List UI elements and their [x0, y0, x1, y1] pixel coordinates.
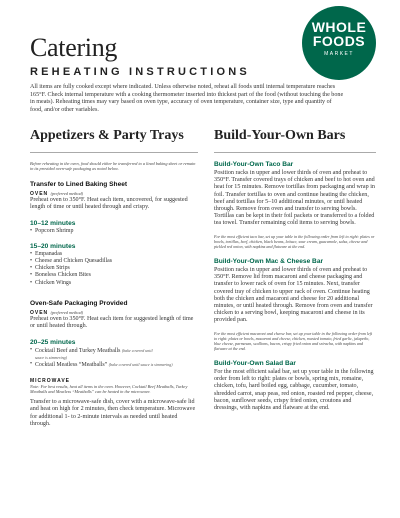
page-subtitle: REHEATING INSTRUCTIONS: [30, 66, 250, 78]
microwave-label: MICROWAVE: [30, 378, 71, 385]
list-item: • Chicken Strips: [30, 265, 198, 272]
item-note-continued: sauce is simmering): [35, 354, 67, 360]
packaging-heading: Oven-Safe Packaging Provided: [30, 299, 128, 307]
list-20-25-b: [30, 361, 198, 369]
list-item: • Empanadas: [30, 251, 198, 258]
oven-preferred-note: (preferred method): [50, 309, 84, 315]
appetizers-note: Before reheating in the oven, food should either be transferred to a lined baking sheet or remain in its provided oven-safe packaging as noted below.: [30, 161, 196, 172]
item-note: (bake covered until: [121, 347, 153, 353]
bars-title: Build-Your-Own Bars: [214, 128, 376, 153]
mac-bar-heading: Build-Your-Own Mac & Cheese Bar: [214, 257, 324, 265]
list-item: • Cheese and Chicken Quesadillas: [30, 258, 198, 265]
logo-line-3: MARKET: [324, 51, 354, 57]
packaging-text: Preheat oven to 350°F. Heat each item for suggested length of time or until heated through.: [30, 315, 194, 330]
microwave-note: Note: For best results, heat all items in the oven. However, Cocktail Beef Meatballs, Turkey Meatballs and Meatless “Meatballs” can be heated in the microwave.: [30, 384, 188, 395]
time-heading-10-12: 10–12 minutes: [30, 219, 76, 227]
time-heading-15-20: 15–20 minutes: [30, 242, 76, 250]
bars-column: [214, 128, 376, 412]
baking-sheet-heading: Transfer to Lined Baking Sheet: [30, 180, 128, 188]
item-note: (bake covered until sauce is simmering): [108, 361, 173, 367]
taco-bar-heading: Build-Your-Own Taco Bar: [214, 161, 294, 168]
time-heading-20-25: 20–25 minutes: [30, 338, 76, 346]
oven-label: OVEN: [30, 309, 49, 316]
appetizers-title: Appetizers & Party Trays: [30, 128, 198, 153]
list-20-25: [30, 347, 198, 355]
mac-bar-note: For the most efficient macaroni and cheese bar, set up your table in the following order from left to right: plates or bowls, macaroni and cheese, chicken, roasted tomato, fried garlic, jalapeño, blue cheese, parmesan, scallions, bacon, crispy fried onion and sriracha, with napkins and flatware at the end.: [214, 330, 373, 351]
list-item: • Boneless Chicken Bites: [30, 272, 198, 279]
item-text: Cocktail Meatless “Meatballs”: [35, 361, 108, 368]
list-item: [30, 347, 198, 355]
list-10-12: [30, 228, 198, 235]
appetizers-column: [30, 128, 198, 429]
oven-label: OVEN: [30, 190, 49, 197]
salad-bar-heading: Build-Your-Own Salad Bar: [214, 359, 296, 367]
whole-foods-logo: [302, 6, 376, 80]
intro-paragraph: All items are fully cooked except where indicated. Unless otherwise noted, reheat all foods until internal temperature reaches 165°F. Check internal temperature with a cooking thermometer inserted into thickest part of the food (without touching the bone in meats). Reheating times may vary based on oven type, accuracy of oven temperature, container size, type and quantity of food, and/or other variables.: [30, 84, 344, 113]
list-item: • Chicken Wings: [30, 280, 198, 287]
logo-line-2: FOODS: [312, 33, 366, 49]
microwave-text: Transfer to a microwave-safe dish, cover with a microwave-safe lid and heat on high for 2 minutes, then check temperature. Microwave for additional 1- to 2-minute intervals as needed until heated through.: [30, 398, 196, 428]
list-item: • Popcorn Shrimp: [30, 228, 198, 235]
baking-sheet-text: Preheat oven to 350°F. Heat each item, uncovered, for suggested length of time or until heated through and crispy.: [30, 196, 188, 211]
taco-bar-note: For the most efficient taco bar, set up your table in the following order from left to right: plates or bowls, tortillas, beef, chicken, black beans, lettuce, sour cream, guacamole, salsa, cheese and pickled red onion, with napkins and flatware at the end.: [214, 233, 375, 249]
taco-bar-text: Position racks in upper and lower thirds of oven and preheat to 350°F. Transfer covered trays of chicken and beef to hot oven and heat for 15 minutes. Remove tortillas from packaging and wrap in foil. Transfer tortillas to oven and continue heating the chicken, beef and tortillas for 5–10 additional minutes, or until heated through. Remove from oven and transfer to serving bowls. Tortillas can be kept in their foil packets or transferred to a folded tea towel. Transfer remaining cold items to serving bowls.: [214, 170, 375, 227]
salad-bar-text: For the most efficient salad bar, set up your table in the following order from left to right: plates or bowls, spring mix, romaine, chicken, tofu, hard boiled egg, cabbage, cucumber, tomato, shredded carrot, snap peas, red onion, roasted red pepper, cheese, bacon, sunflower seeds, crispy fried onion, croutons and dressings, with napkins and flatware at the end.: [214, 368, 374, 411]
page-title: Catering: [30, 33, 118, 62]
list-item: [30, 361, 198, 369]
mac-bar-text: Position racks in upper and lower thirds of oven and preheat to 350°F. Remove lid from macaroni and cheese packaging and transfer to lower rack of oven for 15 minutes. Next, transfer covered tray of chicken to upper rack of oven. Continue heating both the chicken and macaroni and cheese for 20 additional minutes, or until heated through. Remove from oven and transfer chicken to a serving bowl, keeping macaroni and cheese in its provided pan.: [214, 266, 373, 324]
item-text: Cocktail Beef and Turkey Meatballs: [35, 347, 121, 354]
list-15-20: [30, 251, 198, 287]
logo-line-1: WHOLE: [311, 19, 367, 35]
oven-preferred-note: (preferred method): [50, 190, 84, 196]
